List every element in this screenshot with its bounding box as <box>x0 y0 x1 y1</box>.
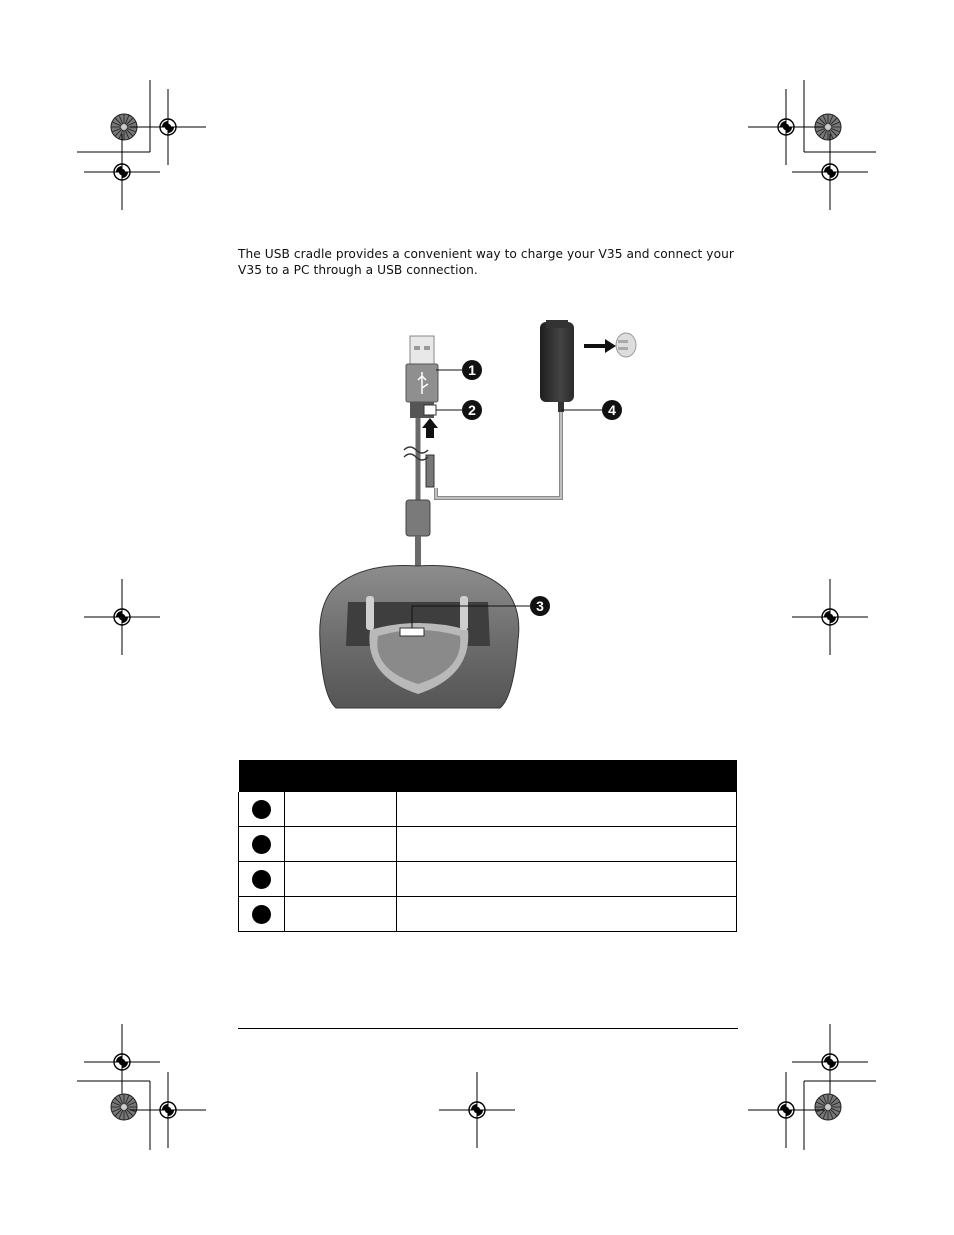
registration-mark-top-right <box>748 80 876 210</box>
table-row <box>239 792 737 827</box>
table-row <box>239 862 737 897</box>
row-description <box>397 792 737 827</box>
table-header-ref <box>239 760 285 792</box>
registration-mark-mid-left <box>84 579 160 655</box>
row-name <box>285 827 397 862</box>
usb-cradle-illustration <box>300 310 660 720</box>
callout-3-label: 3 <box>536 598 544 614</box>
callout-4-label: 4 <box>608 402 616 418</box>
row-bullet <box>252 905 271 924</box>
callout-3 <box>530 596 550 616</box>
callout-1-label: 1 <box>468 362 476 378</box>
callout-4 <box>602 400 622 420</box>
component-table <box>238 760 737 932</box>
table-row <box>239 827 737 862</box>
callout-2 <box>462 400 482 420</box>
intro-line-1: The USB cradle provides a convenient way to charge your V35 and connect your <box>238 247 734 261</box>
intro-paragraph <box>238 246 738 278</box>
row-description <box>397 827 737 862</box>
registration-mark-mid-right <box>792 579 868 655</box>
ac-adapter <box>540 320 636 412</box>
registration-mark-bottom-center <box>439 1072 515 1148</box>
registration-mark-bottom-right <box>748 1024 876 1150</box>
table-header-description <box>397 760 737 792</box>
row-description <box>397 897 737 932</box>
table-header-name <box>285 760 397 792</box>
footer-rule <box>238 1028 738 1029</box>
callout-1 <box>462 360 482 380</box>
table-header-row <box>239 760 737 792</box>
registration-mark-bottom-left <box>77 1024 206 1150</box>
row-name <box>285 862 397 897</box>
row-name <box>285 792 397 827</box>
cradle-body <box>320 566 519 709</box>
registration-mark-top-left <box>77 80 206 210</box>
row-bullet <box>252 800 271 819</box>
row-bullet <box>252 835 271 854</box>
row-description <box>397 862 737 897</box>
table-row <box>239 897 737 932</box>
intro-line-2: V35 to a PC through a USB connection. <box>238 263 478 277</box>
row-bullet <box>252 870 271 889</box>
row-name <box>285 897 397 932</box>
callout-2-label: 2 <box>468 402 476 418</box>
